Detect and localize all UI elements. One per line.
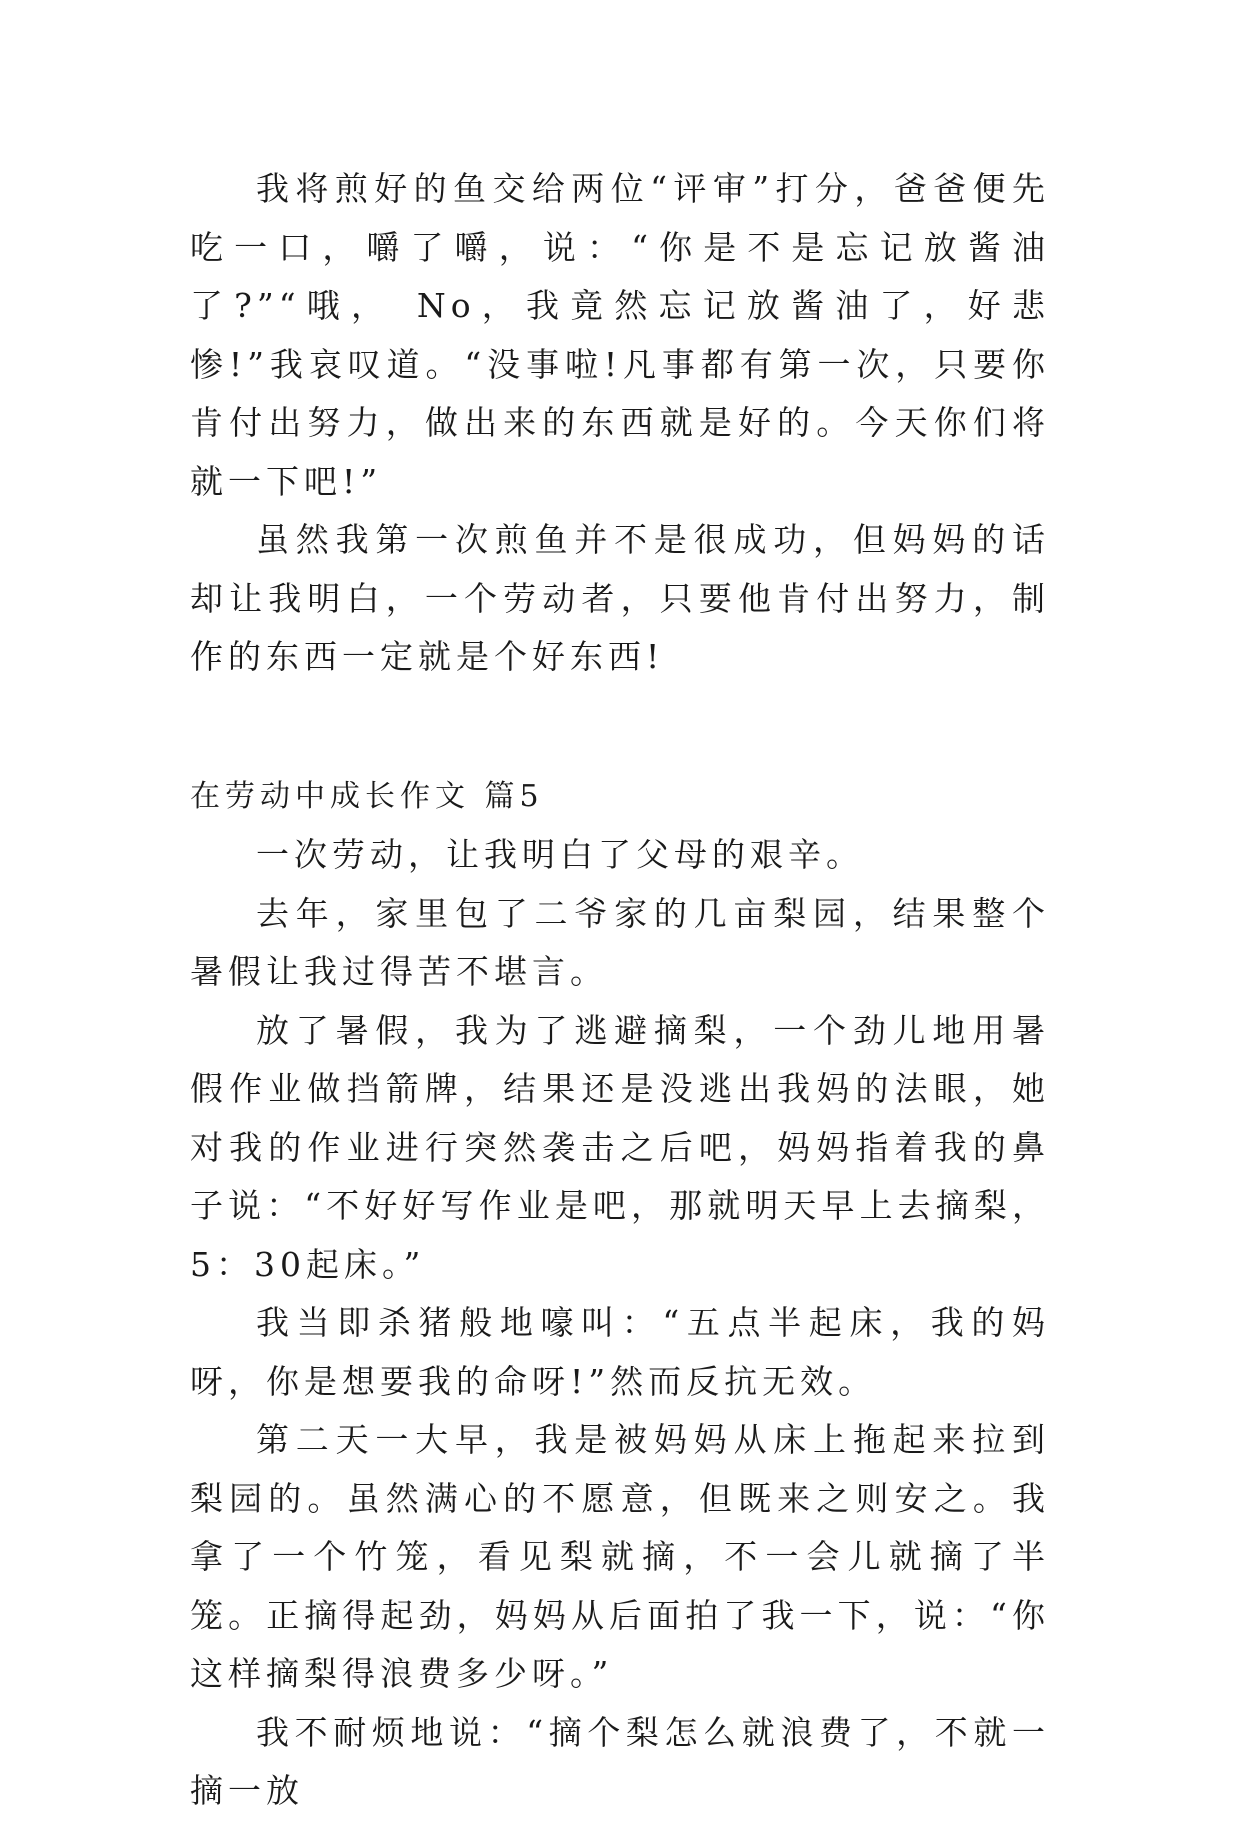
essay-body — [190, 160, 1050, 1821]
paragraph: 我不耐烦地说：“摘个梨怎么就浪费了，不就一摘一放 — [190, 1712, 1050, 1810]
paragraph: 放了暑假，我为了逃避摘梨，一个劲儿地用暑假作业做挡箭牌，结果还是没逃出我妈的法眼，她对我的作业进行突然袭击之后吧，妈妈指着我的鼻子说：“不好好写作业是吧，那就明天早上去摘梨，5：30起床。” — [190, 1010, 1050, 1284]
paragraph: 我当即杀猪般地嚎叫：“五点半起床，我的妈呀，你是想要我的命呀!”然而反抗无效。 — [190, 1303, 1050, 1401]
paragraph: 一次劳动，让我明白了父母的艰辛。 — [256, 835, 864, 874]
section-heading: 在劳动中成长作文 篇5 — [190, 778, 544, 814]
paragraph: 去年，家里包了二爷家的几亩梨园，结果整个暑假让我过得苦不堪言。 — [190, 893, 1050, 991]
paragraph: 第二天一大早，我是被妈妈从床上拖起来拉到梨园的。虽然满心的不愿意，但既来之则安之。我拿了一个竹笼，看见梨就摘，不一会儿就摘了半笼。正摘得起劲，妈妈从后面拍了我一下，说：“你这样摘梨得浪费多少呀。” — [190, 1420, 1050, 1693]
paragraph: 虽然我第一次煎鱼并不是很成功，但妈妈的话却让我明白，一个劳动者，只要他肯付出努力，制作的东西一定就是个好东西! — [190, 520, 1050, 676]
paragraph: 我将煎好的鱼交给两位“评审”打分，爸爸便先吃一口，嚼了嚼，说：“你是不是忘记放酱油了?”“哦， No，我竟然忘记放酱油了，好悲惨!”我哀叹道。“没事啦!凡事都有第一次，只要你肯付出努力，做出来的东西就是好的。今天你们将就一下吧!” — [190, 169, 1050, 501]
